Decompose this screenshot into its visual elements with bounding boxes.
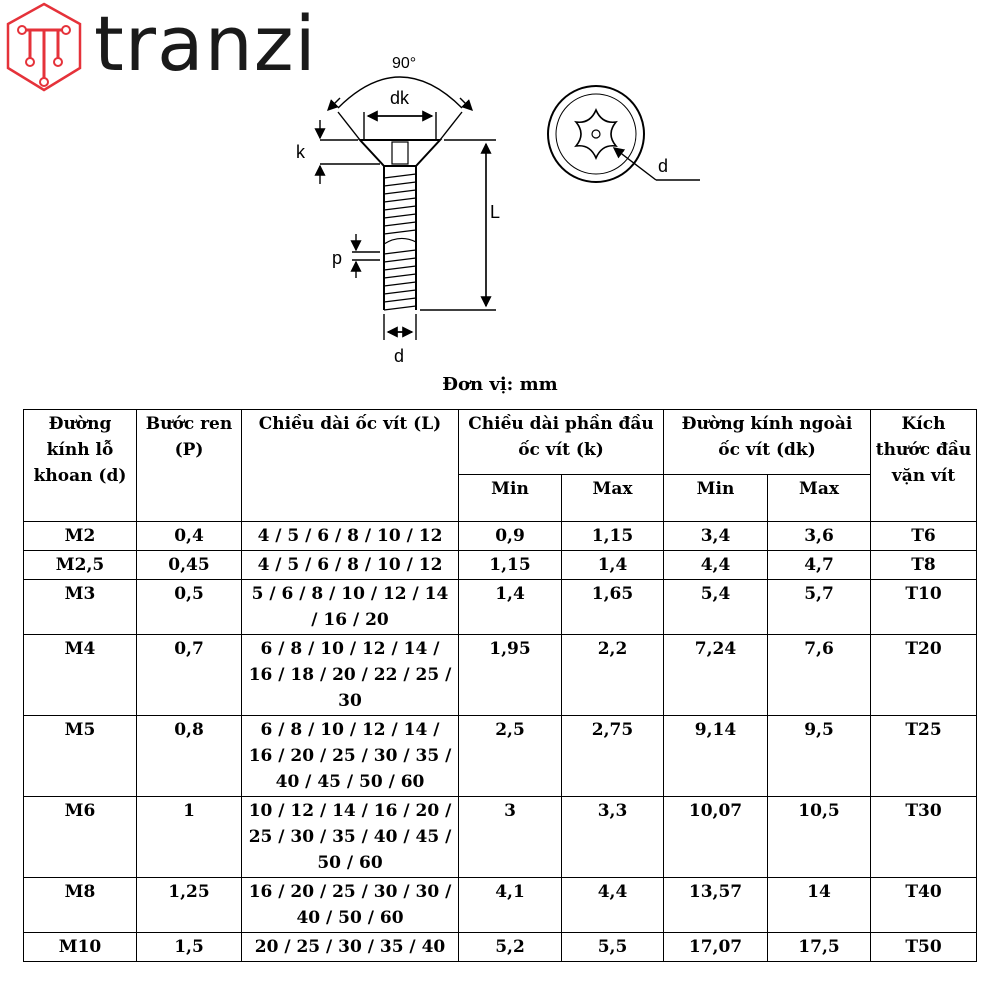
cell-d: M6 — [24, 797, 137, 878]
cell-k-max: 3,3 — [562, 797, 664, 878]
cell-k-max: 1,15 — [562, 522, 664, 551]
cell-dk-min: 10,07 — [664, 797, 768, 878]
cell-dk-max: 5,7 — [768, 580, 871, 635]
cell-k-min: 1,4 — [459, 580, 562, 635]
cell-d: M8 — [24, 878, 137, 933]
cell-drive: T40 — [871, 878, 977, 933]
cell-L — [242, 716, 459, 797]
cell-dk-min: 4,4 — [664, 551, 768, 580]
cell-L — [242, 878, 459, 933]
cell-d: M3 — [24, 580, 137, 635]
d-label-bottom: d — [394, 346, 405, 366]
cell-k-min: 0,9 — [459, 522, 562, 551]
length-line: 10 / 12 / 14 / 16 / 20 / — [248, 801, 452, 821]
length-line: / 16 / 20 — [311, 610, 389, 630]
table-row — [24, 522, 977, 551]
screw-diagram — [280, 48, 720, 370]
cell-k-max: 1,65 — [562, 580, 664, 635]
header-dk-min: Min — [664, 475, 768, 522]
table-row — [24, 933, 977, 962]
cell-p: 0,7 — [137, 635, 242, 716]
cell-drive: T25 — [871, 716, 977, 797]
header-drive: Kích thước đầu vặn vít — [871, 410, 977, 522]
length-line: 25 / 30 / 35 / 40 / 45 / — [248, 827, 452, 847]
angle-label: 90° — [392, 55, 417, 72]
cell-L — [242, 580, 459, 635]
cell-p: 1,5 — [137, 933, 242, 962]
table-row — [24, 878, 977, 933]
cell-d: M2 — [24, 522, 137, 551]
cell-k-max: 5,5 — [562, 933, 664, 962]
length-line: 40 / 50 / 60 — [296, 908, 404, 928]
cell-d: M2,5 — [24, 551, 137, 580]
unit-label: Đơn vị: mm — [442, 374, 558, 395]
cell-k-min: 4,1 — [459, 878, 562, 933]
cell-p: 0,8 — [137, 716, 242, 797]
length-line: 16 / 20 / 25 / 30 / 35 / — [248, 746, 452, 766]
cell-p: 1 — [137, 797, 242, 878]
table-row — [24, 797, 977, 878]
cell-L — [242, 551, 459, 580]
cell-dk-max: 4,7 — [768, 551, 871, 580]
header-k: Chiều dài phần đầu ốc vít (k) — [459, 410, 664, 475]
cell-dk-min: 3,4 — [664, 522, 768, 551]
cell-dk-max: 14 — [768, 878, 871, 933]
header-d: Đường kính lỗ khoan (d) — [24, 410, 137, 522]
header-L: Chiều dài ốc vít (L) — [242, 410, 459, 522]
L-label: L — [490, 202, 501, 222]
cell-drive: T50 — [871, 933, 977, 962]
cell-p: 0,45 — [137, 551, 242, 580]
length-line: 16 / 20 / 25 / 30 / 30 / — [248, 882, 452, 902]
header-dk: Đường kính ngoài ốc vít (dk) — [664, 410, 871, 475]
cell-k-min: 3 — [459, 797, 562, 878]
cell-k-min: 5,2 — [459, 933, 562, 962]
p-label: p — [332, 248, 343, 268]
length-line: 6 / 8 / 10 / 12 / 14 / — [260, 720, 440, 740]
cell-drive: T20 — [871, 635, 977, 716]
cell-dk-min: 13,57 — [664, 878, 768, 933]
cell-dk-max: 3,6 — [768, 522, 871, 551]
length-line: 4 / 5 / 6 / 8 / 10 / 12 — [257, 526, 443, 546]
cell-drive: T6 — [871, 522, 977, 551]
cell-dk-min: 17,07 — [664, 933, 768, 962]
d-label-head: d — [658, 156, 669, 176]
cell-L — [242, 933, 459, 962]
length-line: 4 / 5 / 6 / 8 / 10 / 12 — [257, 555, 443, 575]
length-line: 40 / 45 / 50 / 60 — [275, 772, 425, 792]
cell-dk-max: 9,5 — [768, 716, 871, 797]
cell-k-min: 1,95 — [459, 635, 562, 716]
spec-table-body — [24, 522, 977, 962]
header-dk-max: Max — [768, 475, 871, 522]
cell-dk-min: 5,4 — [664, 580, 768, 635]
table-row — [24, 716, 977, 797]
cell-dk-max: 7,6 — [768, 635, 871, 716]
cell-d: M4 — [24, 635, 137, 716]
cell-p: 0,5 — [137, 580, 242, 635]
cell-drive: T10 — [871, 580, 977, 635]
table-row — [24, 635, 977, 716]
cell-L — [242, 797, 459, 878]
dk-label: dk — [390, 88, 410, 108]
cell-L — [242, 522, 459, 551]
cell-p: 1,25 — [137, 878, 242, 933]
cell-k-min: 2,5 — [459, 716, 562, 797]
cell-p: 0,4 — [137, 522, 242, 551]
cell-k-min: 1,15 — [459, 551, 562, 580]
length-line: 5 / 6 / 8 / 10 / 12 / 14 — [251, 584, 449, 604]
header-p: Bước ren (P) — [137, 410, 242, 522]
table-row — [24, 551, 977, 580]
cell-L — [242, 635, 459, 716]
length-line: 16 / 18 / 20 / 22 / 25 / — [248, 665, 452, 685]
cell-k-max: 2,2 — [562, 635, 664, 716]
cell-d: M5 — [24, 716, 137, 797]
cell-k-max: 4,4 — [562, 878, 664, 933]
spec-table — [23, 409, 977, 962]
cell-drive: T30 — [871, 797, 977, 878]
cell-dk-max: 17,5 — [768, 933, 871, 962]
k-label: k — [296, 142, 305, 162]
cell-k-max: 1,4 — [562, 551, 664, 580]
length-line: 30 — [338, 691, 362, 711]
table-row — [24, 580, 977, 635]
cell-dk-max: 10,5 — [768, 797, 871, 878]
brand-name: tranzi — [94, 0, 317, 88]
cell-k-max: 2,75 — [562, 716, 664, 797]
length-line: 50 / 60 — [317, 853, 383, 873]
cell-drive: T8 — [871, 551, 977, 580]
cell-d: M10 — [24, 933, 137, 962]
cell-dk-min: 9,14 — [664, 716, 768, 797]
length-line: 20 / 25 / 30 / 35 / 40 — [254, 937, 446, 957]
header-k-min: Min — [459, 475, 562, 522]
cell-dk-min: 7,24 — [664, 635, 768, 716]
length-line: 6 / 8 / 10 / 12 / 14 / — [260, 639, 440, 659]
header-k-max: Max — [562, 475, 664, 522]
